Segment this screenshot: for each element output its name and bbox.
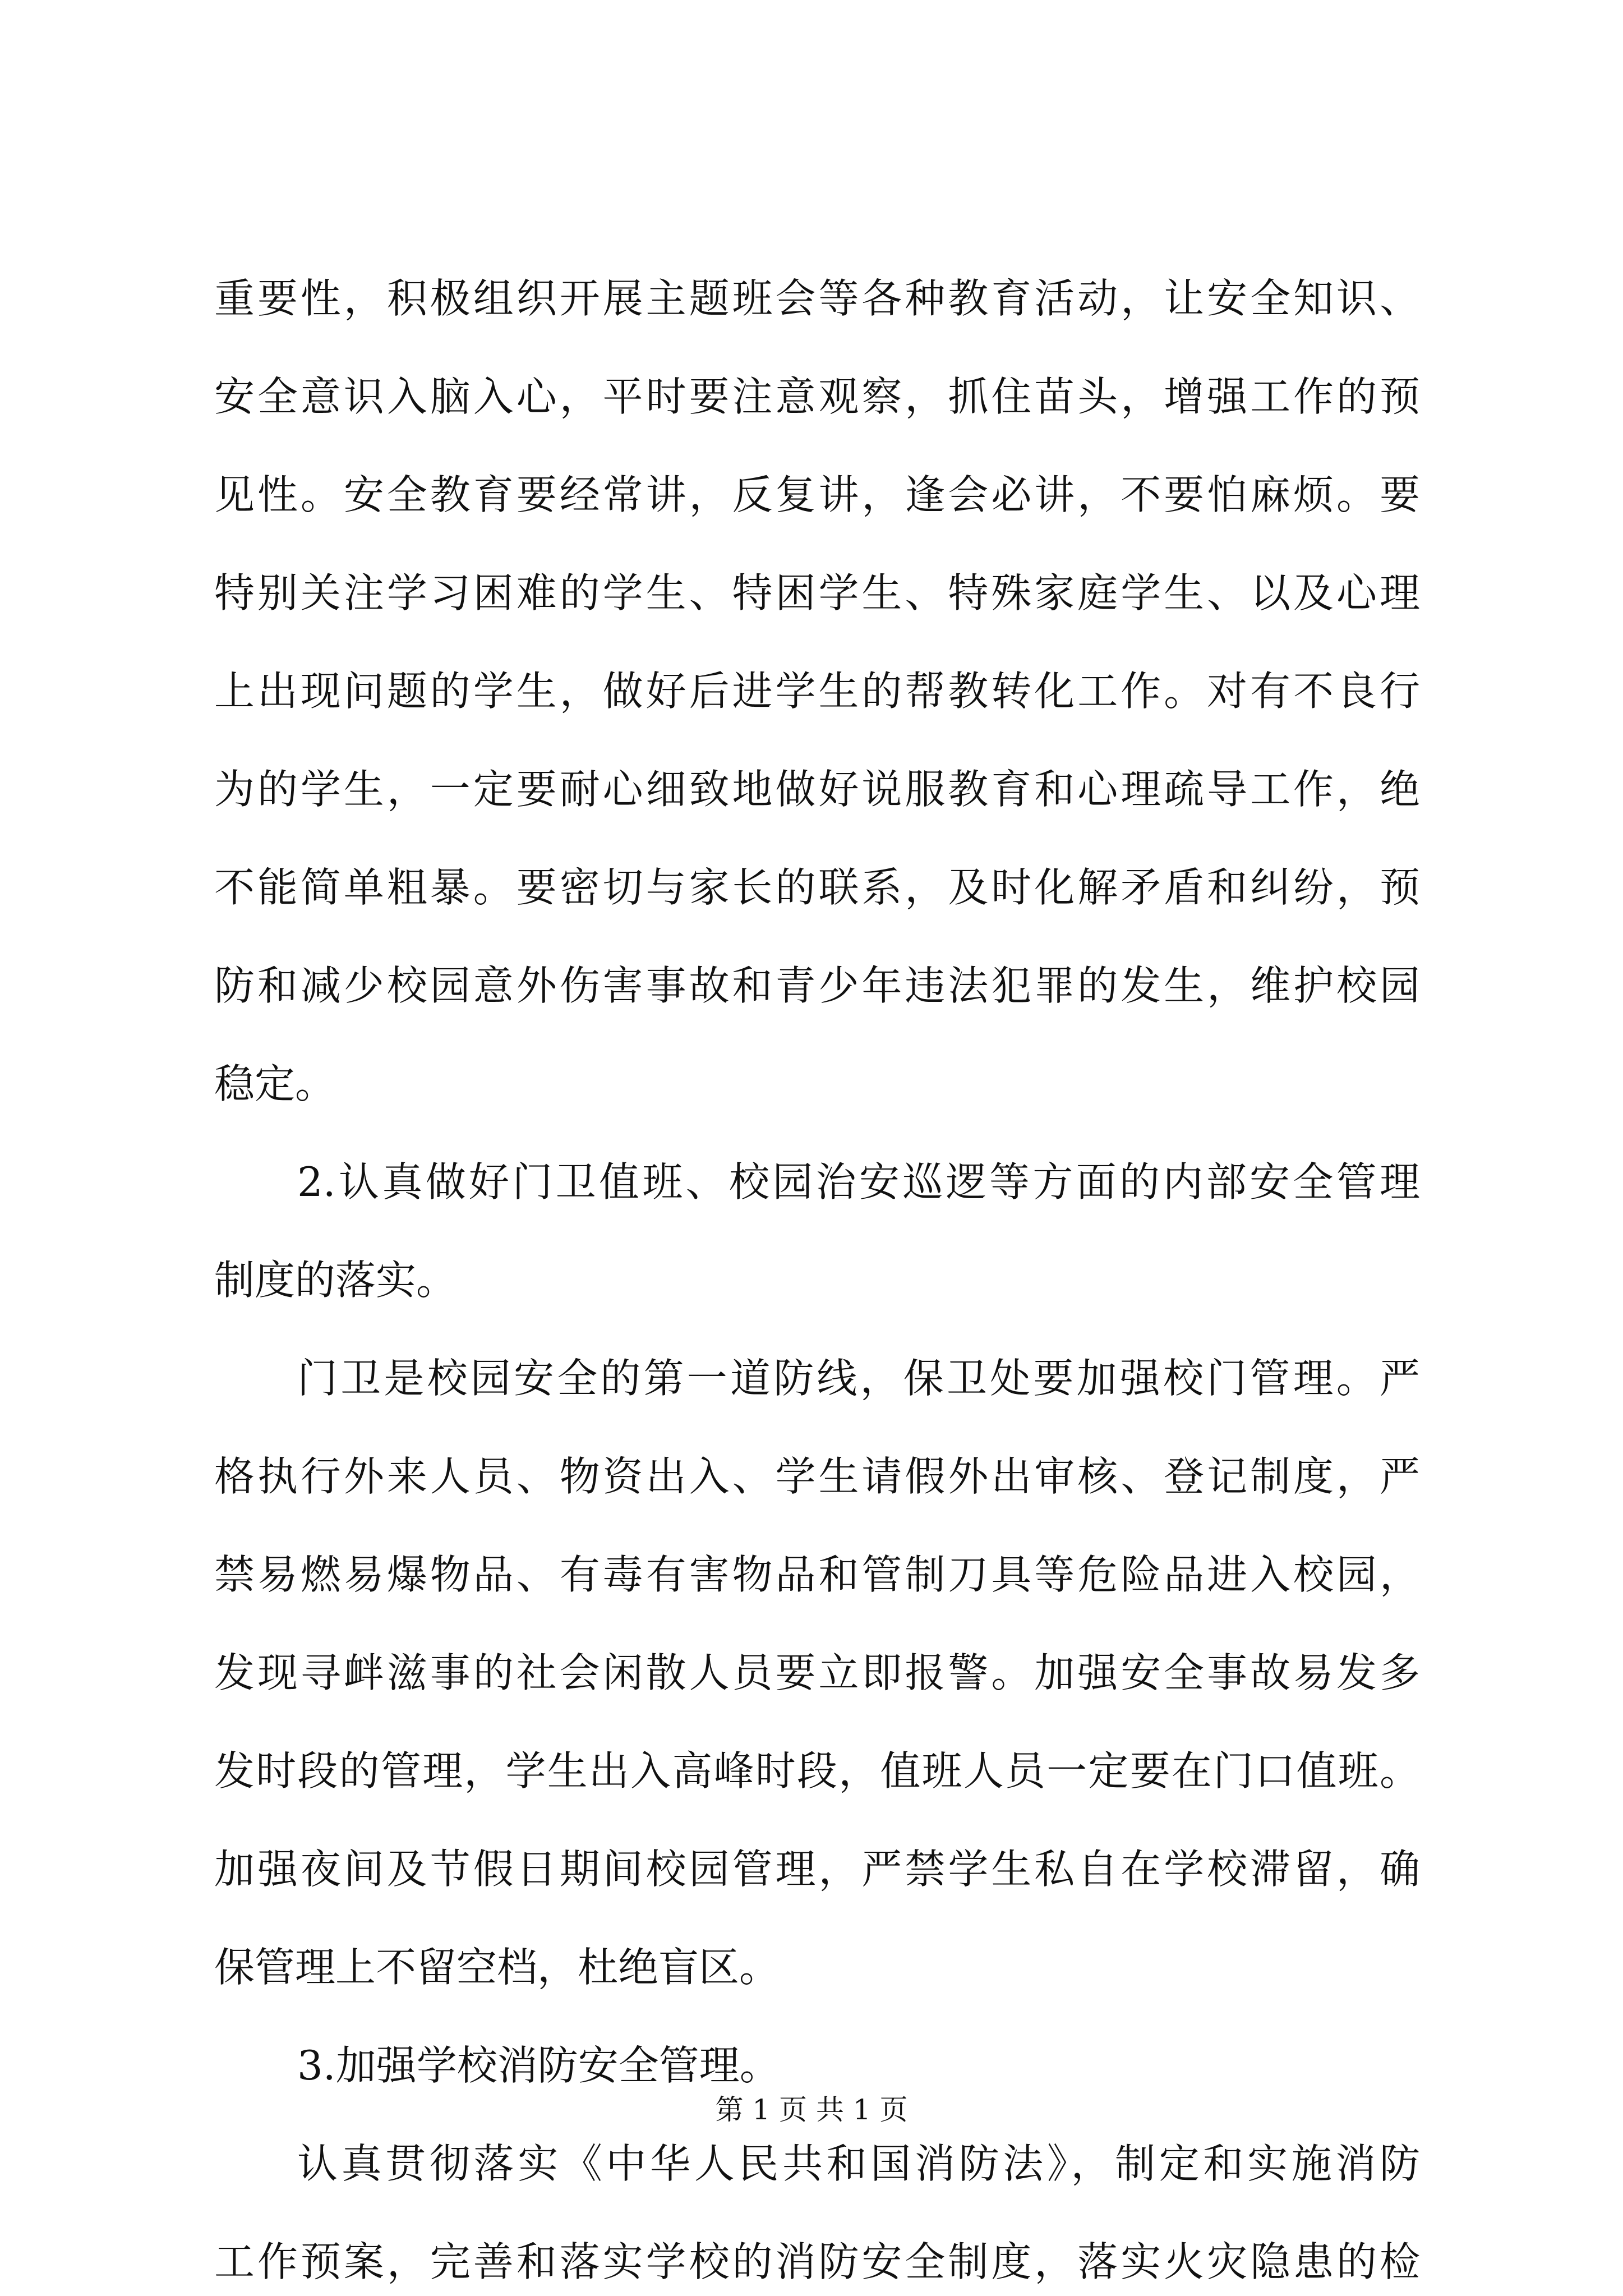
body-line-13: 格执行外来人员、物资出入、学生请假外出审核、登记制度，严	[214, 1453, 1420, 1500]
body-line-8: 防和减少校园意外伤害事故和青少年违法犯罪的发生，维护校园	[214, 962, 1420, 1009]
body-line-6: 为的学生，一定要耐心细致地做好说服教育和心理疏导工作，绝	[214, 766, 1420, 813]
body-line-15: 发现寻衅滋事的社会闲散人员要立即报警。加强安全事故易发多	[214, 1649, 1420, 1696]
section-heading-2: 2.认真做好门卫值班、校园治安巡逻等方面的内部安全管理	[297, 1158, 1420, 1205]
page-footer: 第 1 页 共 1 页	[715, 2093, 908, 2126]
body-line-16: 发时段的管理，学生出入高峰时段，值班人员一定要在门口值班。	[214, 1747, 1420, 1795]
body-line-7: 不能简单粗暴。要密切与家长的联系，及时化解矛盾和纠纷，预	[214, 864, 1420, 911]
section-heading-2-continued: 制度的落实。	[214, 1257, 457, 1304]
body-line-21: 工作预案，完善和落实学校的消防安全制度，落实火灾隐患的检	[214, 2238, 1420, 2285]
body-line-9: 稳定。	[214, 1060, 336, 1107]
body-line-18: 保管理上不留空档，杜绝盲区。	[214, 1944, 780, 1991]
body-line-20: 认真贯彻落实《中华人民共和国消防法》，制定和实施消防	[297, 2140, 1420, 2187]
body-line-5: 上出现问题的学生，做好后进学生的帮教转化工作。对有不良行	[214, 668, 1420, 715]
body-line-3: 见性。安全教育要经常讲，反复讲，逢会必讲，不要怕麻烦。要	[214, 471, 1420, 518]
body-line-17: 加强夜间及节假日期间校园管理，严禁学生私自在学校滞留，确	[214, 1846, 1420, 1893]
body-line-14: 禁易燃易爆物品、有毒有害物品和管制刀具等危险品进入校园，	[214, 1551, 1420, 1598]
body-line-12: 门卫是校园安全的第一道防线，保卫处要加强校门管理。严	[297, 1355, 1420, 1402]
body-line-1: 重要性，积极组织开展主题班会等各种教育活动，让安全知识、	[214, 275, 1420, 322]
body-line-2: 安全意识入脑入心，平时要注意观察，抓住苗头，增强工作的预	[214, 373, 1420, 420]
section-heading-3: 3.加强学校消防安全管理。	[297, 2042, 780, 2089]
body-line-4: 特别关注学习困难的学生、特困学生、特殊家庭学生、以及心理	[214, 569, 1420, 616]
